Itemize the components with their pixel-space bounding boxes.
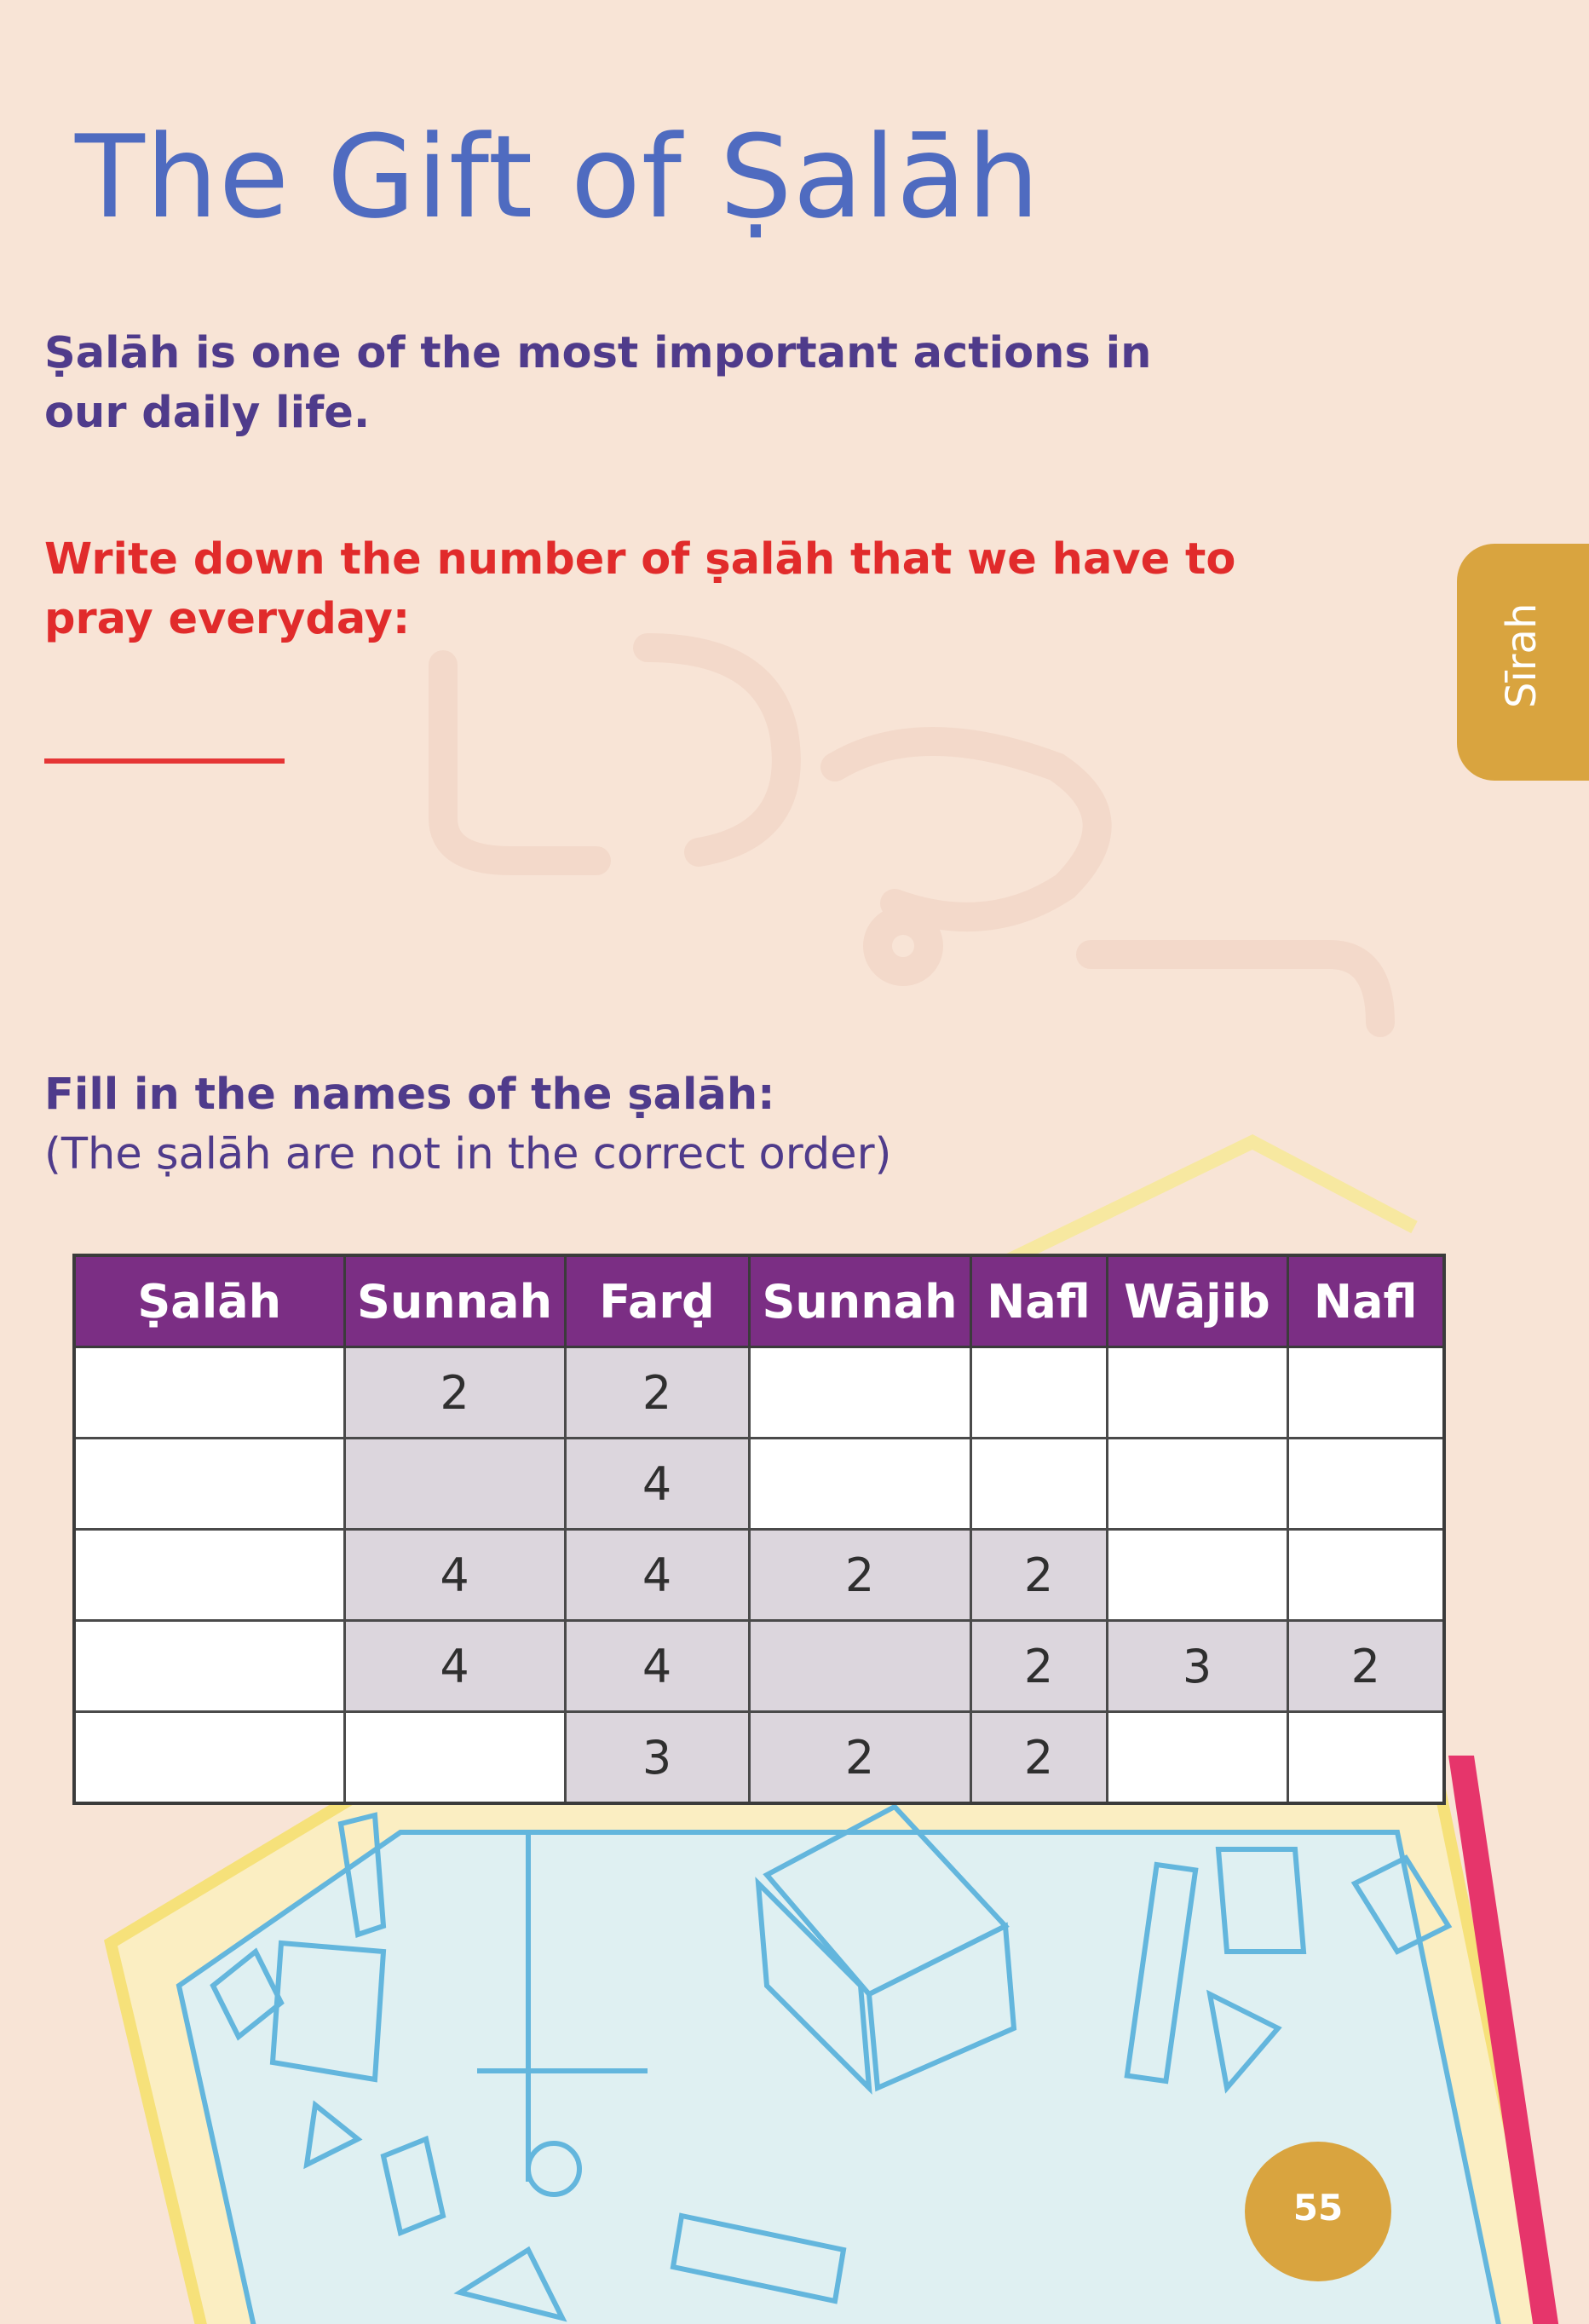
table-header-row: [74, 1255, 1444, 1347]
header-wajib: Wājib: [1107, 1255, 1287, 1347]
header-sunnah-after: Sunnah: [749, 1255, 970, 1347]
header-salah: Ṣalāh: [74, 1255, 344, 1347]
salah-table: [72, 1254, 1446, 1805]
table-cell: 2: [344, 1347, 565, 1439]
table-cell: [749, 1621, 970, 1712]
page-title: The Gift of Ṣalāh: [75, 111, 1041, 244]
table-cell: 4: [565, 1621, 749, 1712]
table-cell: [344, 1439, 565, 1530]
table-cell: [1287, 1439, 1444, 1530]
table-cell: [1107, 1530, 1287, 1621]
table-cell: 2: [565, 1347, 749, 1439]
table-cell: [970, 1439, 1107, 1530]
header-nafl: Nafl: [970, 1255, 1107, 1347]
table-cell: 4: [344, 1530, 565, 1621]
salah-name-cell[interactable]: [74, 1712, 344, 1804]
table-cell: 2: [970, 1621, 1107, 1712]
table-cell: 2: [749, 1530, 970, 1621]
table-cell: [1107, 1439, 1287, 1530]
table-cell: [970, 1347, 1107, 1439]
table-cell: 2: [970, 1530, 1107, 1621]
header-fard: Farḍ: [565, 1255, 749, 1347]
table-cell: 2: [749, 1712, 970, 1804]
intro-text: Ṣalāh is one of the most important actions in our daily life.: [44, 328, 1152, 438]
table-cell: 2: [970, 1712, 1107, 1804]
table-cell: [1107, 1712, 1287, 1804]
table-row: [74, 1621, 1444, 1712]
table-cell: [1287, 1712, 1444, 1804]
fill-heading: Fill in the names of the ṣalāh:: [44, 1070, 775, 1120]
table-cell: [749, 1439, 970, 1530]
salah-name-cell[interactable]: [74, 1347, 344, 1439]
fill-note: (The ṣalāh are not in the correct order): [44, 1129, 892, 1179]
table-cell: 4: [565, 1530, 749, 1621]
calligraphy-watermark: [443, 648, 1380, 1023]
table-row: [74, 1712, 1444, 1804]
header-sunnah-before: Sunnah: [344, 1255, 565, 1347]
table-cell: 3: [1107, 1621, 1287, 1712]
answer-line[interactable]: [44, 758, 285, 764]
page-number: 55: [1293, 2187, 1344, 2229]
table-cell: 4: [565, 1439, 749, 1530]
salah-name-cell[interactable]: [74, 1439, 344, 1530]
table-cell: [344, 1712, 565, 1804]
table-row: [74, 1347, 1444, 1439]
table-row: [74, 1530, 1444, 1621]
table-cell: 4: [344, 1621, 565, 1712]
table-row: [74, 1439, 1444, 1530]
table-cell: [749, 1347, 970, 1439]
table-cell: [1287, 1530, 1444, 1621]
header-nafl-last: Nafl: [1287, 1255, 1444, 1347]
instruction-text: Write down the number of ṣalāh that we have to pray everyday:: [44, 534, 1236, 644]
table-cell: 2: [1287, 1621, 1444, 1712]
table-cell: 3: [565, 1712, 749, 1804]
table-cell: [1107, 1347, 1287, 1439]
salah-name-cell[interactable]: [74, 1530, 344, 1621]
table-cell: [1287, 1347, 1444, 1439]
salah-name-cell[interactable]: [74, 1621, 344, 1712]
section-tab-label: Sīrah: [1498, 603, 1546, 708]
